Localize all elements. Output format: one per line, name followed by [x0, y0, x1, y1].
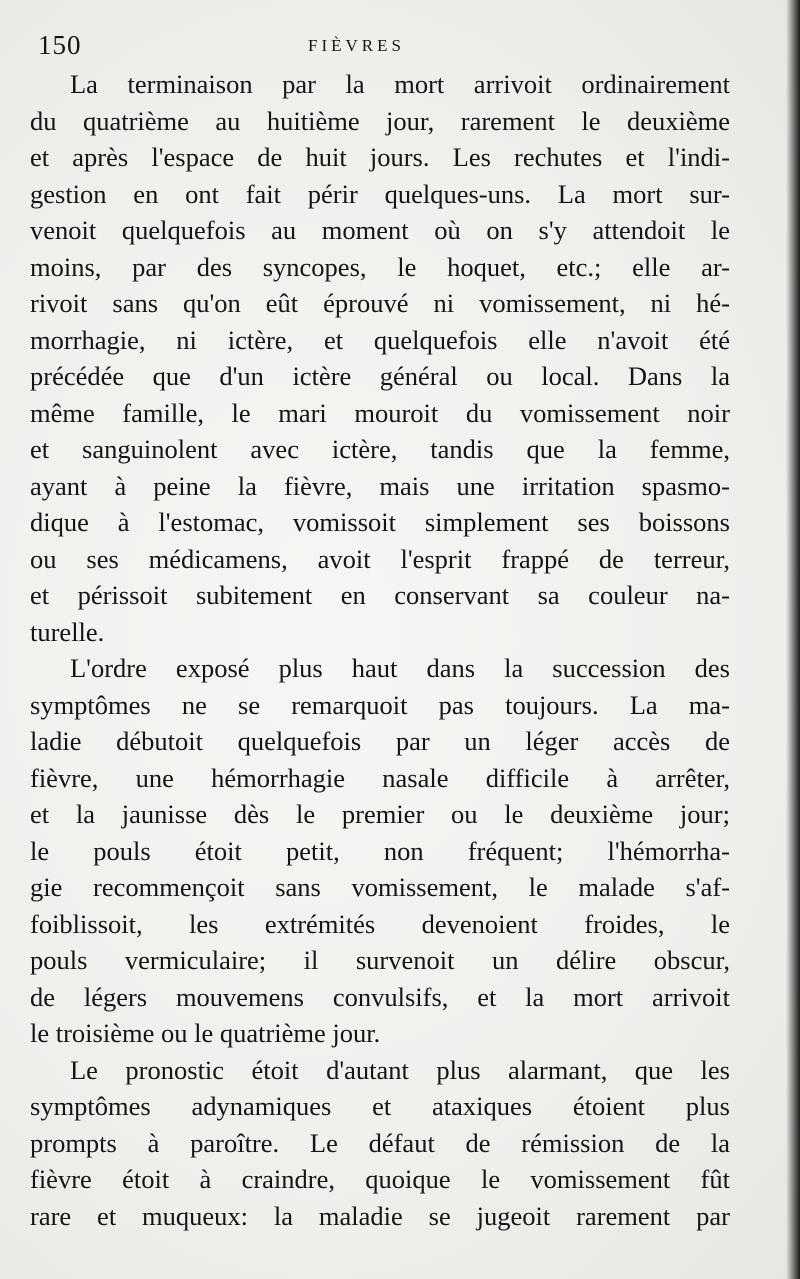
running-title: FIÈVRES — [308, 36, 405, 55]
text-line: gestion en ont fait périr quelques-uns. La mort sur- — [30, 178, 730, 209]
text-line: L'ordre exposé plus haut dans la succession des — [70, 653, 730, 683]
paragraph-2 — [30, 650, 730, 1052]
text-line: turelle. — [30, 616, 105, 647]
text-line: foiblissoit, les extrémités devenoient froides, le — [30, 908, 730, 939]
paragraph-1 — [30, 66, 730, 650]
text-line: prompts à paroître. Le défaut de rémission de la — [30, 1127, 730, 1158]
text-line: rivoit sans qu'on eût éprouvé ni vomissement, ni hé- — [30, 288, 730, 318]
body-text — [30, 66, 730, 1234]
text-line: Le pronostic étoit d'autant plus alarmant, que les — [70, 1054, 730, 1085]
text-line: venoit quelquefois au moment où on s'y attendoit le — [30, 215, 730, 245]
text-line: symptômes adynamiques et ataxiques étoient plus — [30, 1091, 730, 1121]
text-line: symptômes ne se remarquoit pas toujours. La ma- — [30, 689, 730, 720]
text-line: de légers mouvemens convulsifs, et la mort arrivoit — [30, 981, 730, 1012]
text-line: ou ses médicamens, avoit l'esprit frappé de terreur, — [30, 543, 730, 574]
page-spine-shadow — [786, 0, 800, 1279]
text-line: et sanguinolent avec ictère, tandis que la femme, — [30, 434, 730, 464]
paragraph-3 — [30, 1052, 730, 1235]
page-header — [38, 30, 738, 64]
text-line: et après l'espace de huit jours. Les rechutes et l'indi- — [30, 142, 730, 172]
text-line: le troisième ou le quatrième jour. — [30, 1018, 381, 1048]
text-line: gie recommençoit sans vomissement, le malade s'af- — [30, 872, 730, 902]
text-line: moins, par des syncopes, le hoquet, etc.; elle ar- — [30, 251, 730, 282]
text-line: rare et muqueux: la maladie se jugeoit rarement par — [30, 1200, 730, 1231]
text-line: même famille, le mari mouroit du vomissement noir — [30, 397, 730, 428]
text-line: dique à l'estomac, vomissoit simplement ses boissons — [30, 507, 730, 537]
page-number: 150 — [38, 30, 82, 60]
text-line: fièvre, une hémorrhagie nasale difficile à arrêter, — [30, 762, 730, 793]
text-line: morrhagie, ni ictère, et quelquefois elle n'avoit été — [30, 324, 730, 355]
text-line: ayant à peine la fièvre, mais une irritation spasmo- — [30, 470, 730, 501]
text-line: pouls vermiculaire; il survenoit un délire obscur, — [30, 945, 730, 975]
text-line: précédée que d'un ictère général ou local. Dans la — [30, 361, 730, 391]
text-line: ladie débutoit quelquefois par un léger accès de — [30, 726, 730, 756]
text-line: le pouls étoit petit, non fréquent; l'hémorrha- — [30, 835, 730, 866]
text-line: et périssoit subitement en conservant sa couleur na- — [30, 580, 730, 610]
text-line: La terminaison par la mort arrivoit ordinairement — [70, 69, 730, 99]
text-line: fièvre étoit à craindre, quoique le vomissement fût — [30, 1164, 730, 1194]
text-line: du quatrième au huitième jour, rarement le deuxième — [30, 105, 730, 136]
text-line: et la jaunisse dès le premier ou le deuxième jour; — [30, 799, 730, 829]
